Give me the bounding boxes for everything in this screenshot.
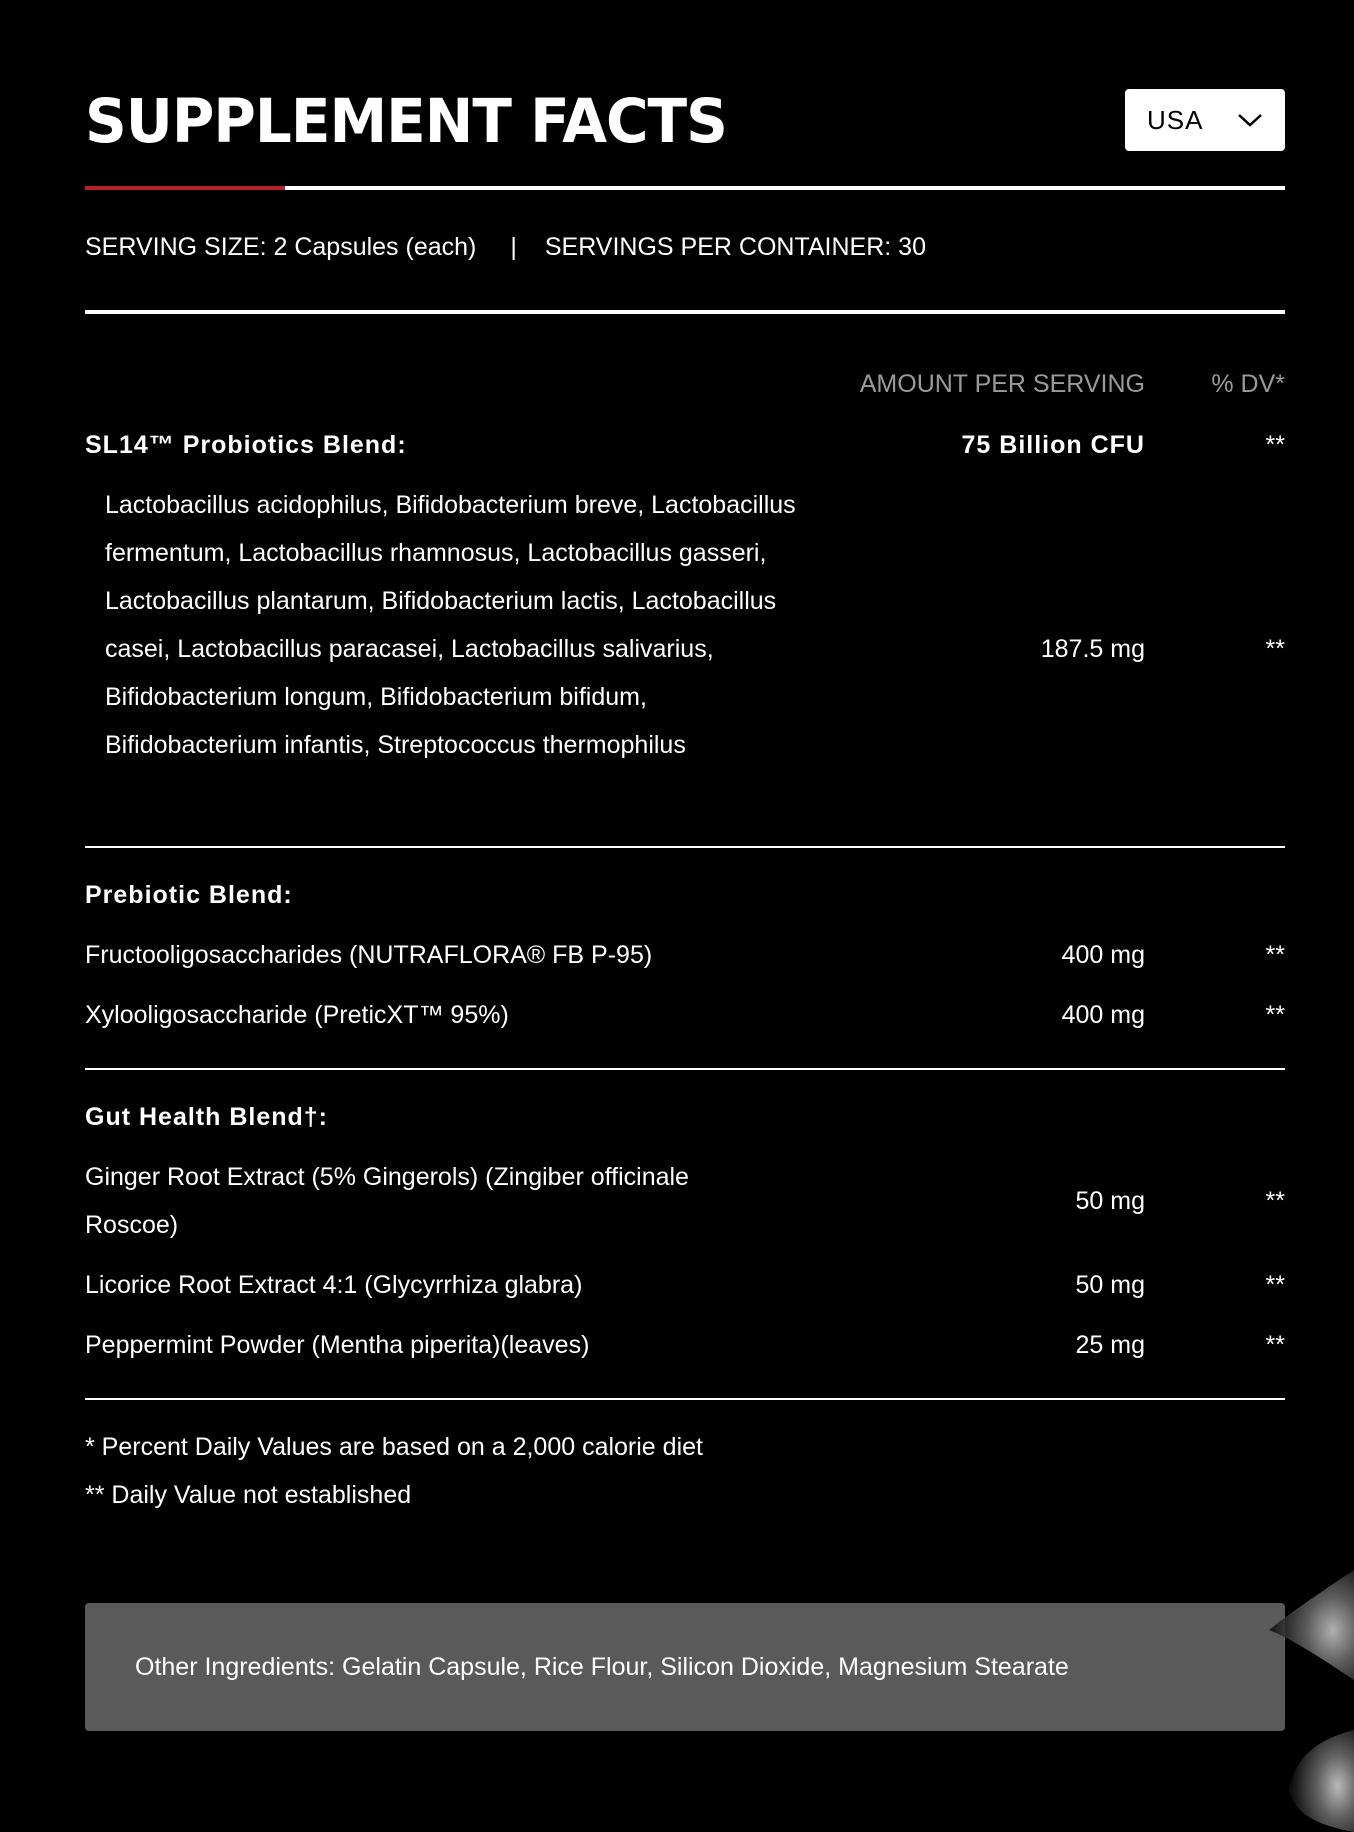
- ingredient-amount: 400 mg: [1061, 1001, 1145, 1029]
- ingredient-name: Fructooligosaccharides (NUTRAFLORA® FB P-95): [85, 941, 653, 969]
- decorative-shadow-image: [1154, 1550, 1354, 1832]
- ingredient-amount: 50 mg: [1075, 1187, 1145, 1215]
- column-header-dv: % DV*: [1211, 370, 1285, 398]
- section-divider: [85, 1398, 1285, 1400]
- probiotics-blend-dv: **: [1265, 431, 1285, 459]
- section-divider: [85, 846, 1285, 848]
- column-header-amount: AMOUNT PER SERVING: [859, 370, 1145, 398]
- ingredient-dv: **: [1265, 1187, 1285, 1215]
- ingredient-amount: 50 mg: [1075, 1271, 1145, 1299]
- servings-per-container: SERVINGS PER CONTAINER: 30: [544, 233, 926, 261]
- ingredient-amount: 25 mg: [1075, 1331, 1145, 1359]
- prebiotic-blend-title: Prebiotic Blend:: [85, 881, 293, 909]
- footnote: ** Daily Value not established: [85, 1481, 412, 1509]
- ingredient-name: Peppermint Powder (Mentha piperita)(leaves): [85, 1331, 590, 1359]
- ingredient-dv: **: [1265, 1001, 1285, 1029]
- footnote: * Percent Daily Values are based on a 2,000 calorie diet: [85, 1433, 703, 1461]
- section-divider: [85, 1068, 1285, 1070]
- title-divider-accent: [85, 186, 285, 190]
- serving-info: [85, 231, 926, 263]
- ingredient-name: Licorice Root Extract 4:1 (Glycyrrhiza glabra): [85, 1271, 583, 1299]
- probiotics-strains-dv: **: [1265, 635, 1285, 663]
- serving-size: SERVING SIZE: 2 Capsules (each): [85, 233, 477, 261]
- probiotics-blend-title: SL14™ Probiotics Blend:: [85, 431, 407, 459]
- ingredient-dv: **: [1265, 1331, 1285, 1359]
- probiotics-strains: Lactobacillus acidophilus, Bifidobacterium breve, Lactobacillus fermentum, Lactobacillus rhamnosus, Lactobacillus gasseri, Lactobacillus plantarum, Bifidobacterium lactis, Lactobacillus casei, Lactobacillus paracasei, Lactobacillus salivarius, Bifidobacterium longum, Bifidobacterium bifidum, Bifidobacterium infantis, Streptococcus thermophilus: [105, 491, 796, 759]
- ingredient-dv: **: [1265, 1271, 1285, 1299]
- gut-blend-title: Gut Health Blend†:: [85, 1103, 329, 1131]
- serving-separator: |: [510, 233, 517, 261]
- probiotics-strains-amount: 187.5 mg: [1040, 635, 1145, 663]
- ingredient-name: Xylooligosaccharide (PreticXT™ 95%): [85, 1001, 509, 1029]
- serving-divider: [85, 310, 1285, 314]
- page-title: SUPPLEMENT FACTS: [85, 85, 727, 157]
- probiotics-blend-amount: 75 Billion CFU: [961, 431, 1145, 459]
- other-ingredients-panel: [85, 1603, 1285, 1731]
- title-divider: [85, 186, 1285, 190]
- ingredient-amount: 400 mg: [1061, 941, 1145, 969]
- country-select[interactable]: [1125, 89, 1285, 151]
- chevron-down-icon: [1237, 112, 1263, 128]
- country-select-value: USA: [1147, 104, 1204, 135]
- other-ingredients-text: Other Ingredients: Gelatin Capsule, Rice Flour, Silicon Dioxide, Magnesium Stearate: [135, 1652, 1069, 1681]
- ingredient-dv: **: [1265, 941, 1285, 969]
- ingredient-name: Ginger Root Extract (5% Gingerols) (Zingiber officinale Roscoe): [85, 1163, 689, 1239]
